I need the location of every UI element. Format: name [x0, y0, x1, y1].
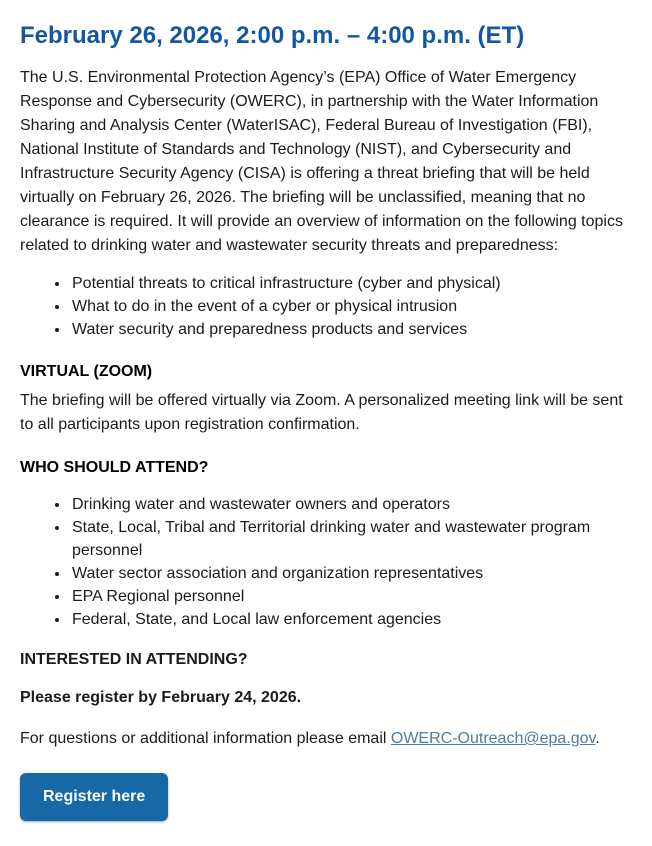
interested-section-heading: INTERESTED IN ATTENDING? [20, 651, 248, 668]
virtual-section-heading: VIRTUAL (ZOOM) [20, 363, 153, 380]
registration-deadline: Please register by February 24, 2026. [20, 689, 302, 706]
list-item: • Drinking water and wastewater owners and operators [70, 493, 632, 516]
attend-section-heading: WHO SHOULD ATTEND? [20, 459, 209, 476]
list-item: • Potential threats to critical infrastructure (cyber and physical) [70, 272, 632, 295]
event-intro-paragraph: The U.S. Environmental Protection Agency’s (EPA) Office of Water Emergency Response and Cybersecurity (OWERC), in partnership with the Water Information Sharing and Analysis Center (WaterISAC), Federal Bureau of Investigation (FBI), National Institute of Standards and Technology (NIST), and Cybersecurity and Infrastructure Security Agency (CISA) is offering a threat briefing that will be held virtually on February 26, 2026. The briefing will be unclassified, meaning that no clearance is required. It will provide an overview of information on the following topics related to drinking water and wastewater security threats and preparedness: [20, 69, 623, 254]
contact-line [20, 727, 632, 751]
event-title: February 26, 2026, 2:00 p.m. – 4:00 p.m. (ET) [20, 22, 525, 49]
topics-list [20, 272, 632, 341]
event-announcement [20, 22, 632, 821]
list-item: • What to do in the event of a cyber or physical intrusion [70, 295, 632, 318]
contact-text: For questions or additional information please email [20, 730, 391, 747]
list-item: • Federal, State, and Local law enforcement agencies [70, 608, 632, 631]
virtual-section-text: The briefing will be offered virtually via Zoom. A personalized meeting link will be sent to all participants upon registration confirmation. [20, 392, 623, 433]
list-item: • Water security and preparedness products and services [70, 318, 632, 341]
attendees-list [20, 493, 632, 631]
list-item: • State, Local, Tribal and Territorial drinking water and wastewater program personnel [70, 516, 632, 562]
contact-email-link[interactable]: OWERC-Outreach@epa.gov [390, 730, 596, 747]
contact-text-suffix: . [595, 730, 600, 747]
register-button[interactable]: Register here [20, 773, 168, 821]
list-item: • Water sector association and organization representatives [70, 562, 632, 585]
list-item: • EPA Regional personnel [70, 585, 632, 608]
